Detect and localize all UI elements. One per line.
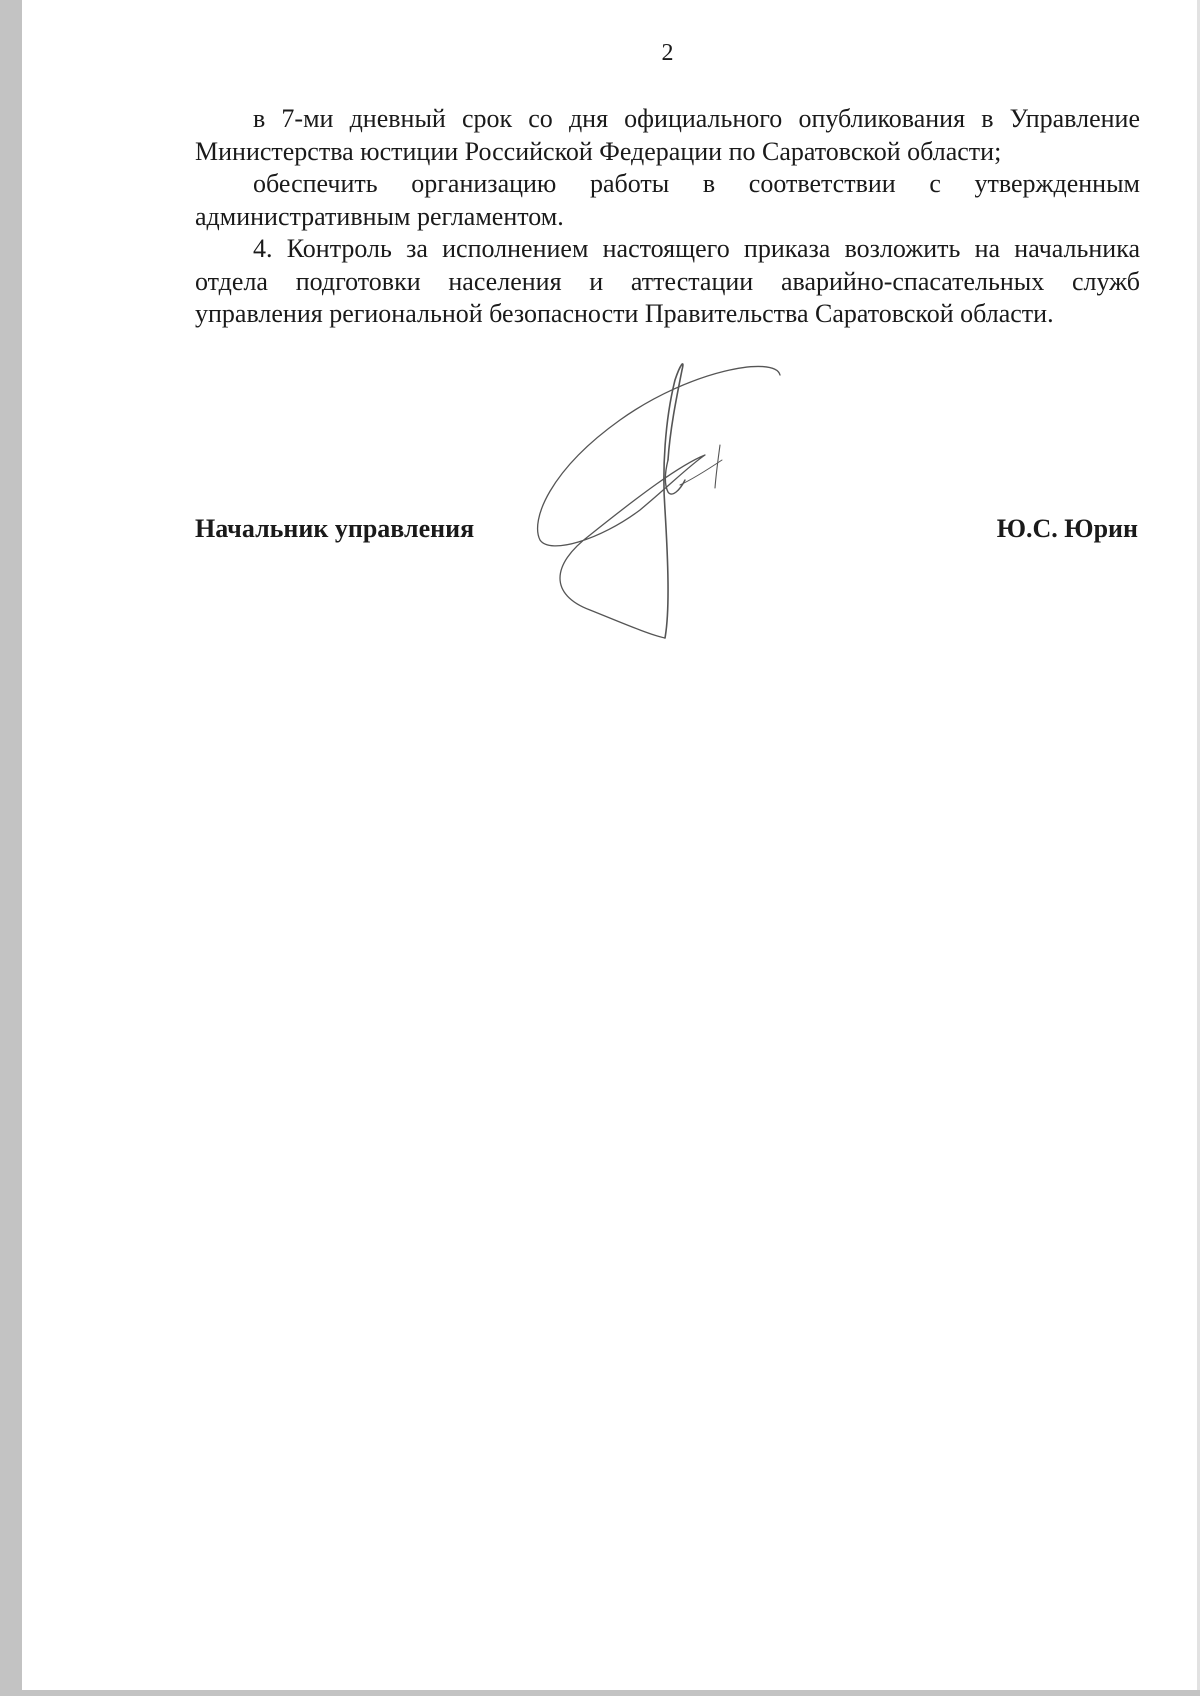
document-body [195, 103, 1140, 331]
handwritten-signature-image [530, 360, 800, 650]
signatory-title: Начальник управления [195, 514, 475, 543]
scan-left-border [0, 0, 22, 1696]
scan-bottom-border [0, 1690, 1200, 1696]
paragraph-control-clause: 4. Контроль за исполнением настоящего приказа возложить на начальника отдела подготовки населения и аттестации аварийно-спасательных служб управления региональной безопасности Правительства Саратовской области. [195, 234, 1140, 328]
paragraph-publication-deadline: в 7-ми дневный срок со дня официального опубликования в Управление Министерства юстиции Российской Федерации по Саратовской области; [195, 104, 1140, 166]
paragraph-organize-work: обеспечить организацию работы в соответствии с утвержденным административным регламентом. [195, 169, 1140, 231]
page-number: 2 [661, 40, 674, 66]
signature-block [195, 512, 1138, 552]
signatory-name: Ю.С. Юрин [996, 514, 1138, 543]
